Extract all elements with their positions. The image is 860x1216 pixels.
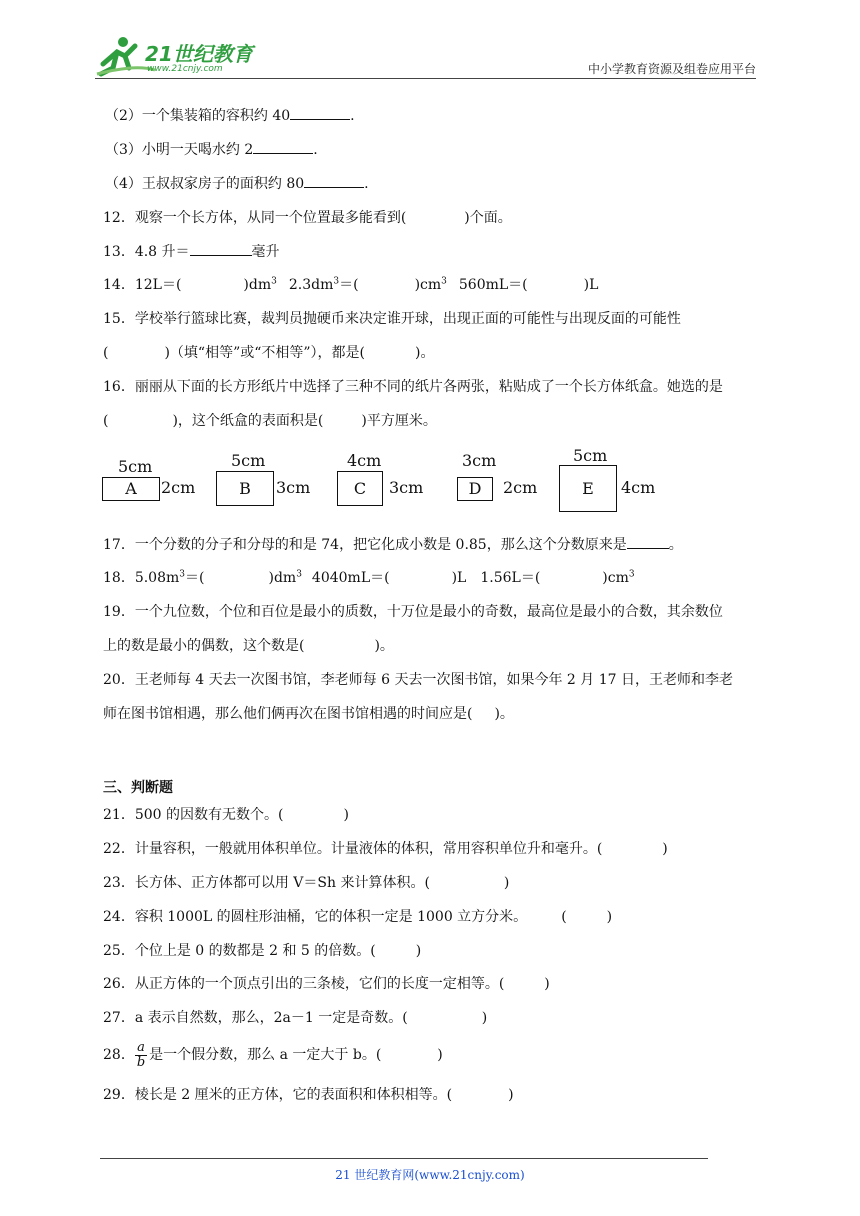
site-title: 中小学教育资源及组卷应用平台 xyxy=(587,62,756,76)
question-21: 21．500 的因数有无数个。( ) xyxy=(103,807,349,823)
figure-d-side-label: 2cm xyxy=(503,478,538,497)
question-11-2: （2）一个集装箱的容积约 40 . xyxy=(105,108,355,124)
figure-c-side-label: 3cm xyxy=(389,478,424,497)
question-15-line2: ( )（填“相等”或“不相等”），都是( )。 xyxy=(103,345,435,361)
fraction-a-over-b: $\frac{a}{b}$ xyxy=(136,1039,146,1070)
figure-d-rect: D xyxy=(457,477,493,501)
question-24: 24．容积 1000L 的圆柱形油桶，它的体积一定是 1000 立方分米。 ( ) xyxy=(103,909,613,925)
question-12: 12．观察一个长方体，从同一个位置最多能看到( )个面。 xyxy=(103,210,512,226)
figure-e-top-label: 5cm xyxy=(573,446,608,465)
question-15: 15．学校举行篮球比赛，裁判员抛硬币来决定谁开球，出现正面的可能性与出现反面的可能性 xyxy=(103,311,681,327)
figure-e-side-label: 4cm xyxy=(621,478,656,497)
answer-blank[interactable] xyxy=(290,107,350,120)
question-23: 23．长方体、正方体都可以用 V＝Sh 来计算体积。( ) xyxy=(103,875,510,891)
figure-b-top-label: 5cm xyxy=(231,451,266,470)
question-27: 27．a 表示自然数，那么，2a－1 一定是奇数。( ) xyxy=(103,1010,488,1026)
question-19: 19．一个九位数，个位和百位是最小的质数，十万位是最小的奇数，最高位是最小的合数，其余数位 xyxy=(103,604,723,620)
footer-divider xyxy=(100,1158,708,1159)
question-11-3: （3）小明一天喝水约 2 . xyxy=(105,142,318,158)
figure-c-top-label: 4cm xyxy=(347,451,382,470)
figure-a-side-label: 2cm xyxy=(161,478,196,497)
figure-a-top-label: 5cm xyxy=(118,457,153,476)
question-29: 29．棱长是 2 厘米的正方体，它的表面积和体积相等。( ) xyxy=(103,1087,514,1103)
question-14: 14．12L＝( )$dm^3$ $2.3dm^3=$( )$cm^3$ 560mL＝( )L xyxy=(103,276,599,293)
answer-blank[interactable] xyxy=(190,243,252,256)
question-13: 13．4.8 升＝ 毫升 xyxy=(103,244,280,260)
question-25: 25．个位上是 0 的数都是 2 和 5 的倍数。( ) xyxy=(103,943,422,959)
logo-text: 21世纪教育 xyxy=(145,42,253,66)
answer-blank[interactable] xyxy=(627,536,669,549)
question-19-line2: 上的数是最小的偶数，这个数是( )。 xyxy=(103,638,394,654)
question-22: 22．计量容积，一般就用体积单位。计量液体的体积，常用容积单位升和毫升。( ) xyxy=(103,841,668,857)
question-18: 18．$5.08m^3=$( )$dm^3$ 4040mL＝( )L 1.56L＝( )$cm^3$ xyxy=(103,569,635,586)
answer-blank[interactable] xyxy=(253,141,313,154)
figure-a-rect: A xyxy=(102,477,160,501)
question-26: 26．从正方体的一个顶点引出的三条棱，它们的长度一定相等。( ) xyxy=(103,976,550,992)
question-16-line2: ( )，这个纸盒的表面积是( )平方厘米。 xyxy=(103,413,437,429)
figure-d-top-label: 3cm xyxy=(462,451,497,470)
figure-b-side-label: 3cm xyxy=(276,478,311,497)
header-divider xyxy=(95,78,756,79)
question-11-4: （4）王叔叔家房子的面积约 80 . xyxy=(105,176,369,192)
question-16: 16．丽丽从下面的长方形纸片中选择了三种不同的纸片各两张，粘贴成了一个长方体纸盒。她选的是 xyxy=(103,379,723,395)
question-28: 28． $\frac{a}{b}$ 是一个假分数，那么 a 一定大于 b。( ) xyxy=(103,1039,443,1070)
section-title-judgement: 三、判断题 xyxy=(103,780,173,796)
figure-b-rect: B xyxy=(216,471,274,506)
question-20: 20．王老师每 4 天去一次图书馆，李老师每 6 天去一次图书馆，如果今年 2 月 17 日，王老师和李老 xyxy=(103,672,733,688)
site-logo[interactable] xyxy=(95,34,265,78)
logo-url: www.21cnjy.com xyxy=(147,64,223,74)
question-20-line2: 师在图书馆相遇，那么他们俩再次在图书馆相遇的时间应是( )。 xyxy=(103,706,514,722)
figure-c-rect: C xyxy=(337,471,383,506)
paper-figures xyxy=(100,445,680,515)
figure-e-rect: E xyxy=(559,465,617,512)
footer-link[interactable]: 21 世纪教育网(www.21cnjy.com) xyxy=(335,1168,525,1182)
page-header xyxy=(0,0,860,80)
question-17: 17．一个分数的分子和分母的和是 74，把它化成小数是 0.85，那么这个分数原来是 。 xyxy=(103,537,683,553)
answer-blank[interactable] xyxy=(304,175,364,188)
